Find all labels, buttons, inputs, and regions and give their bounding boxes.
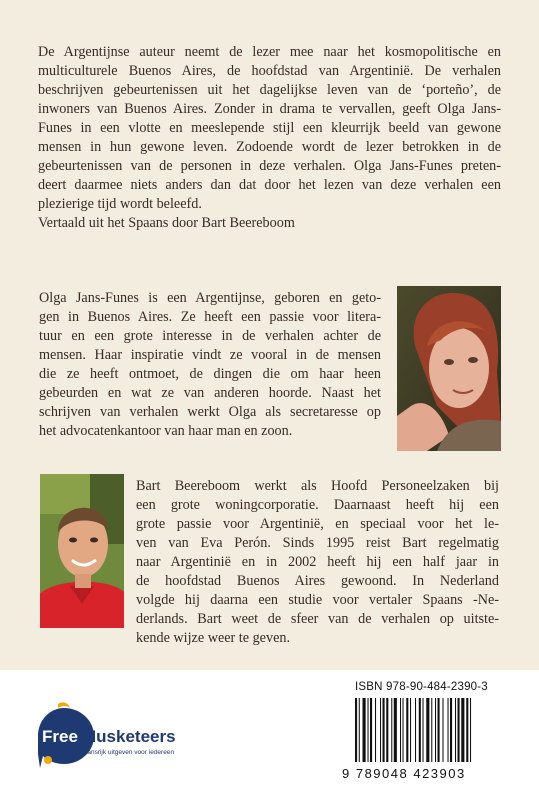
author-photo — [397, 286, 501, 451]
author-bio-line: schrijven van verhalen werkt Olga als secretaresse op — [39, 404, 381, 420]
translator-bio-line: naar Argentinië en in 2002 heeft hij een half jaar in — [136, 554, 499, 570]
barcode-icon — [353, 698, 505, 762]
author-bio-line: Olga Jans-Funes is een Argentijnse, geboren en geto- — [39, 290, 381, 306]
translator-bio-line: kende wijze weer te geven. — [136, 630, 291, 646]
blurb-line: plezierige tijd wordt beleefd. — [38, 196, 202, 212]
blurb-line: beschrijven gebeurtenissen uit het dagelijkse leven van de ‘porteño’, de — [38, 82, 501, 98]
blurb-line: deert daarmee niets anders dan dat door het lezen van deze verhalen een — [38, 177, 501, 193]
barcode-digits: 9 789048 423903 — [342, 766, 466, 781]
blurb-line: Funes in een vlotte en meeslepende stijl een kleurrijk beeld van gewone — [38, 120, 501, 136]
blurb-line: gebeurtenissen van de personen in deze verhalen. Olga Jans-Funes preten- — [38, 158, 501, 174]
publisher-name-part1: Free — [42, 727, 78, 746]
author-bio-line: het advocatenkantoor van haar man en zoon. — [39, 423, 293, 439]
author-bio-line: gebeurden en wat ze van anderen hoorde. Naast het — [39, 385, 381, 401]
translator-bio — [136, 477, 499, 648]
translator-bio-line: Bart Beereboom werkt als Hoofd Personeelzaken bij — [136, 478, 499, 494]
author-bio — [39, 289, 381, 441]
blurb-line: De Argentijnse auteur neemt de lezer mee naar het kosmopolitische en — [38, 44, 501, 60]
publisher-name-part2: Musketeers — [82, 727, 176, 746]
translator-credit: Vertaald uit het Spaans door Bart Beereboom — [38, 215, 295, 231]
blurb-line: inwoners van Buenos Aires. Zonder in drama te vervallen, geeft Olga Jans- — [38, 101, 501, 117]
back-cover-blurb — [38, 43, 501, 233]
translator-bio-line: ven van Eva Perón. Sinds 1995 reist Bart regelmatig — [136, 535, 499, 551]
author-bio-line: gen in Buenos Aires. Ze heeft een passie voor litera- — [39, 309, 381, 325]
isbn-label: ISBN 978-90-484-2390-3 — [355, 681, 488, 693]
translator-bio-line: grote passie voor Argentinië, en speciaal voor het le- — [136, 516, 499, 532]
author-bio-line: die ze heeft ontmoet, de dingen die om haar heen — [39, 366, 381, 382]
publisher-tagline: Kansrijk uitgeven voor iedereen — [83, 749, 175, 756]
author-bio-line: tuur en een grote interesse in de verhalen achter de — [39, 328, 381, 344]
blurb-line: mensen in hun gewone leven. Zodoende wordt de lezer betrokken in de — [38, 139, 501, 155]
translator-bio-line: de hoofdstad Buenos Aires gewoond. In Nederland — [136, 573, 499, 589]
author-bio-line: mensen. Haar inspiratie vindt ze vooral in de mensen — [39, 347, 381, 363]
translator-bio-line: derlands. Bart weet de sfeer van de verhalen op uitste- — [136, 611, 499, 627]
translator-photo — [40, 474, 124, 628]
blurb-line: multiculturele Buenos Aires, de hoofdstad van Argentinië. De verhalen — [38, 63, 501, 79]
translator-bio-line: een grote woningcorporatie. Daarnaast heeft hij een — [136, 497, 499, 513]
translator-bio-line: volgde hij daarna een studie voor vertaler Spaans -Ne- — [136, 592, 499, 608]
